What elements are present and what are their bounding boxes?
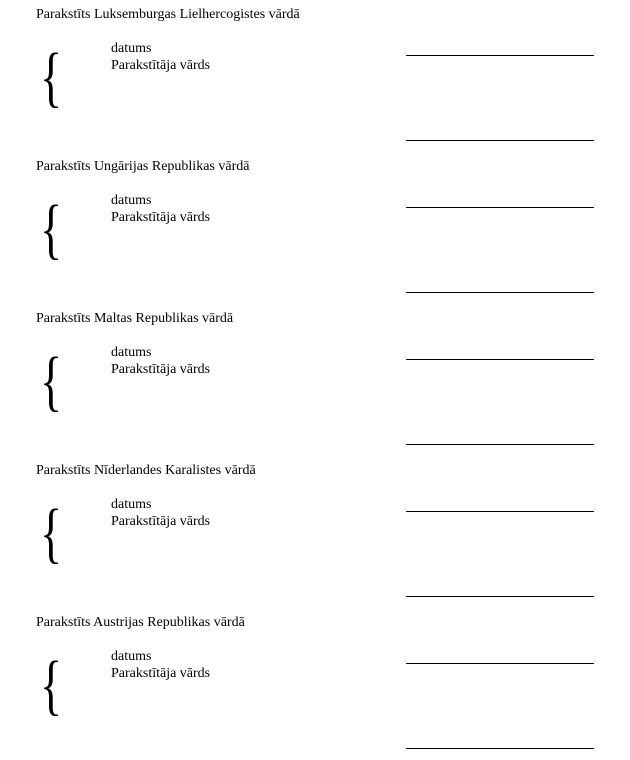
signature-line	[406, 444, 594, 445]
signer-name-label: Parakstītāja vārds	[111, 514, 211, 529]
signature-heading: Parakstīts Maltas Republikas vārdā	[36, 311, 234, 326]
signature-heading: Parakstīts Ungārijas Republikas vārdā	[36, 159, 250, 174]
curly-brace-icon: {	[40, 647, 63, 722]
signature-block-hungary	[0, 152, 630, 304]
date-signature-line	[406, 359, 594, 360]
signature-block-malta	[0, 304, 630, 456]
date-signature-line	[406, 207, 594, 208]
signature-block-netherlands	[0, 456, 630, 608]
signature-heading: Parakstīts Austrijas Republikas vārdā	[36, 615, 245, 630]
signer-name-label: Parakstītāja vārds	[111, 362, 211, 377]
date-signature-line	[406, 511, 594, 512]
signer-name-label: Parakstītāja vārds	[111, 666, 211, 681]
signer-name-label: Parakstītāja vārds	[111, 210, 211, 225]
curly-brace-icon: {	[40, 39, 63, 114]
curly-brace-icon: {	[40, 495, 63, 570]
date-label: datums	[111, 345, 152, 360]
curly-brace-icon: {	[40, 343, 63, 418]
signature-line	[406, 596, 594, 597]
date-signature-line	[406, 663, 594, 664]
date-label: datums	[111, 497, 152, 512]
signature-block-luxembourg	[0, 0, 630, 152]
signature-line	[406, 292, 594, 293]
signature-line	[406, 748, 594, 749]
signature-block-austria	[0, 608, 630, 760]
curly-brace-icon: {	[40, 191, 63, 266]
date-label: datums	[111, 649, 152, 664]
date-label: datums	[111, 41, 152, 56]
date-signature-line	[406, 55, 594, 56]
date-label: datums	[111, 193, 152, 208]
signature-heading: Parakstīts Luksemburgas Lielhercogistes vārdā	[36, 7, 300, 22]
signature-line	[406, 140, 594, 141]
signature-heading: Parakstīts Nīderlandes Karalistes vārdā	[36, 463, 256, 478]
signer-name-label: Parakstītāja vārds	[111, 58, 211, 73]
